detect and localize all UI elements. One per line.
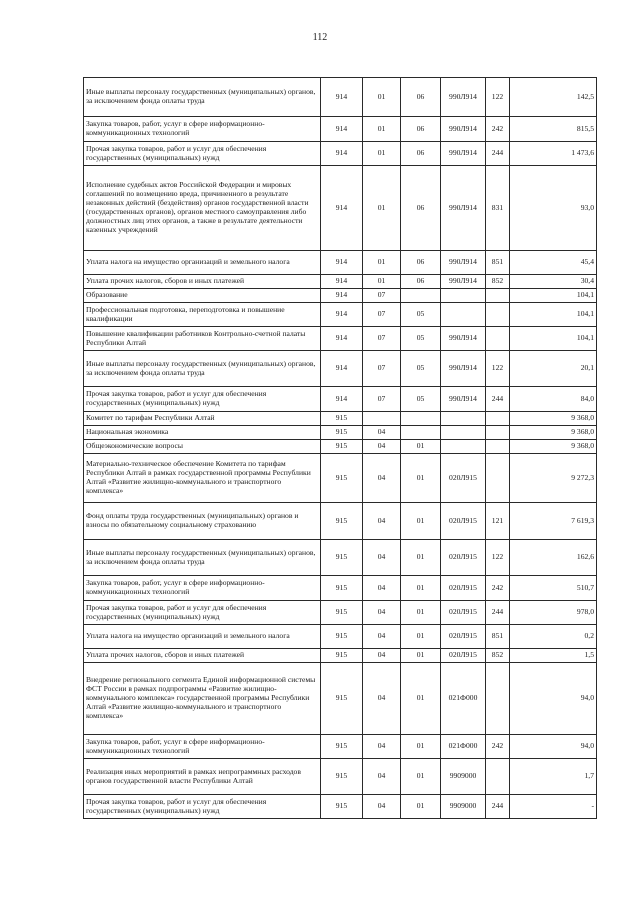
row-pr: 05 — [401, 303, 441, 327]
row-ved: 914 — [321, 289, 363, 303]
table-row — [84, 735, 597, 759]
row-sum: 94,0 — [510, 663, 597, 735]
row-ved: 915 — [321, 576, 363, 601]
row-csr: 990Л914 — [441, 78, 486, 117]
row-vr: 851 — [486, 251, 510, 275]
row-rz: 04 — [363, 759, 401, 795]
row-name: Профессиональная подготовка, переподготовка и повышение квалификации — [84, 303, 321, 327]
row-csr: 020Л915 — [441, 540, 486, 576]
row-vr — [486, 303, 510, 327]
budget-table — [83, 77, 597, 819]
table-row — [84, 351, 597, 387]
row-name: Иные выплаты персоналу государственных (муниципальных) органов, за исключением фонда оплаты труда — [84, 351, 321, 387]
row-ved: 914 — [321, 303, 363, 327]
row-ved: 914 — [321, 327, 363, 351]
row-pr: 01 — [401, 625, 441, 649]
row-pr: 06 — [401, 142, 441, 166]
row-rz: 04 — [363, 735, 401, 759]
row-name: Закупка товаров, работ, услуг в сфере информационно-коммуникационных технологий — [84, 735, 321, 759]
row-vr: 852 — [486, 275, 510, 289]
table-row — [84, 78, 597, 117]
row-name: Прочая закупка товаров, работ и услуг для обеспечения государственных (муниципальных) нужд — [84, 795, 321, 819]
table-row — [84, 275, 597, 289]
row-sum: 0,2 — [510, 625, 597, 649]
row-pr: 06 — [401, 251, 441, 275]
row-vr — [486, 454, 510, 503]
row-name: Закупка товаров, работ, услуг в сфере информационно-коммуникационных технологий — [84, 117, 321, 142]
table-row — [84, 117, 597, 142]
row-vr: 122 — [486, 78, 510, 117]
row-vr: 242 — [486, 117, 510, 142]
row-csr: 020Л915 — [441, 601, 486, 625]
row-pr: 01 — [401, 503, 441, 540]
row-pr: 05 — [401, 351, 441, 387]
row-csr: 020Л915 — [441, 503, 486, 540]
row-name: Уплата налога на имущество организаций и земельного налога — [84, 251, 321, 275]
row-csr: 990Л914 — [441, 327, 486, 351]
row-vr: 244 — [486, 387, 510, 412]
row-rz: 04 — [363, 503, 401, 540]
row-name: Прочая закупка товаров, работ и услуг для обеспечения государственных (муниципальных) нужд — [84, 387, 321, 412]
table-row — [84, 166, 597, 251]
row-name: Иные выплаты персоналу государственных (муниципальных) органов, за исключением фонда оплаты труда — [84, 78, 321, 117]
row-pr: 01 — [401, 649, 441, 663]
row-vr: 244 — [486, 142, 510, 166]
row-csr: 990Л914 — [441, 387, 486, 412]
row-rz: 04 — [363, 601, 401, 625]
row-rz: 07 — [363, 303, 401, 327]
row-csr: 990Л914 — [441, 251, 486, 275]
row-sum: 104,1 — [510, 327, 597, 351]
row-ved: 915 — [321, 540, 363, 576]
row-pr: 01 — [401, 540, 441, 576]
row-ved: 915 — [321, 503, 363, 540]
row-pr: 06 — [401, 275, 441, 289]
row-ved: 915 — [321, 426, 363, 440]
row-pr: 01 — [401, 440, 441, 454]
row-pr: 06 — [401, 78, 441, 117]
row-ved: 914 — [321, 275, 363, 289]
row-ved: 914 — [321, 142, 363, 166]
row-name: Прочая закупка товаров, работ и услуг для обеспечения государственных (муниципальных) нужд — [84, 601, 321, 625]
row-pr: 01 — [401, 663, 441, 735]
table-row — [84, 759, 597, 795]
row-ved: 915 — [321, 759, 363, 795]
row-pr — [401, 426, 441, 440]
row-ved: 915 — [321, 625, 363, 649]
row-vr: 242 — [486, 576, 510, 601]
row-rz: 04 — [363, 454, 401, 503]
row-rz: 01 — [363, 251, 401, 275]
row-name: Уплата прочих налогов, сборов и иных платежей — [84, 649, 321, 663]
row-vr: 244 — [486, 795, 510, 819]
row-rz: 04 — [363, 795, 401, 819]
row-vr — [486, 289, 510, 303]
row-csr: 990Л914 — [441, 351, 486, 387]
row-name: Повышение квалификации работников Контрольно-счетной палаты Республики Алтай — [84, 327, 321, 351]
row-csr — [441, 426, 486, 440]
row-rz: 07 — [363, 327, 401, 351]
row-name: Внедрение регионального сегмента Единой информационной системы ФСТ России в рамках подпрограммы «Развитие жилищно-коммунального комплекса» государственной программы Республики Алтай «Развитие жилищно-коммунального и транспортного комплекса» — [84, 663, 321, 735]
row-name: Национальная экономика — [84, 426, 321, 440]
row-rz: 01 — [363, 78, 401, 117]
row-sum: 9 368,0 — [510, 426, 597, 440]
table-row — [84, 625, 597, 649]
row-csr — [441, 440, 486, 454]
row-rz: 07 — [363, 289, 401, 303]
row-ved: 914 — [321, 117, 363, 142]
row-ved: 915 — [321, 440, 363, 454]
table-row — [84, 327, 597, 351]
row-sum: 7 619,3 — [510, 503, 597, 540]
row-rz: 01 — [363, 142, 401, 166]
table-row — [84, 412, 597, 426]
row-name: Комитет по тарифам Республики Алтай — [84, 412, 321, 426]
row-rz: 04 — [363, 540, 401, 576]
row-rz: 04 — [363, 649, 401, 663]
row-vr: 122 — [486, 540, 510, 576]
row-ved: 915 — [321, 649, 363, 663]
row-rz: 07 — [363, 387, 401, 412]
row-csr — [441, 289, 486, 303]
row-csr: 990Л914 — [441, 275, 486, 289]
row-ved: 914 — [321, 78, 363, 117]
row-csr: 9909000 — [441, 795, 486, 819]
row-pr: 01 — [401, 759, 441, 795]
table-row — [84, 454, 597, 503]
row-csr: 020Л915 — [441, 649, 486, 663]
row-rz: 07 — [363, 351, 401, 387]
row-rz: 04 — [363, 663, 401, 735]
row-ved: 915 — [321, 735, 363, 759]
row-csr: 990Л914 — [441, 166, 486, 251]
row-vr — [486, 440, 510, 454]
row-csr: 020Л915 — [441, 625, 486, 649]
row-rz: 04 — [363, 576, 401, 601]
row-name: Реализация иных мероприятий в рамках непрограммных расходов органов государственной власти Республики Алтай — [84, 759, 321, 795]
row-pr: 01 — [401, 795, 441, 819]
row-rz: 04 — [363, 426, 401, 440]
row-name: Уплата налога на имущество организаций и земельного налога — [84, 625, 321, 649]
row-ved: 914 — [321, 351, 363, 387]
row-sum: 9 368,0 — [510, 440, 597, 454]
row-ved: 914 — [321, 251, 363, 275]
row-ved: 914 — [321, 387, 363, 412]
table-row — [84, 426, 597, 440]
row-sum: 104,1 — [510, 303, 597, 327]
row-csr: 021Ф000 — [441, 663, 486, 735]
row-csr — [441, 412, 486, 426]
row-vr — [486, 327, 510, 351]
page-number: 112 — [312, 32, 328, 43]
row-csr: 020Л915 — [441, 576, 486, 601]
row-sum: 30,4 — [510, 275, 597, 289]
row-sum: 93,0 — [510, 166, 597, 251]
row-csr: 990Л914 — [441, 117, 486, 142]
row-sum: 20,1 — [510, 351, 597, 387]
row-pr: 05 — [401, 387, 441, 412]
table-row — [84, 251, 597, 275]
row-rz: 01 — [363, 166, 401, 251]
row-sum: 142,5 — [510, 78, 597, 117]
row-csr: 9909000 — [441, 759, 486, 795]
row-name: Закупка товаров, работ, услуг в сфере информационно-коммуникационных технологий — [84, 576, 321, 601]
row-csr: 990Л914 — [441, 142, 486, 166]
row-csr: 020Л915 — [441, 454, 486, 503]
row-pr: 01 — [401, 735, 441, 759]
row-rz: 04 — [363, 440, 401, 454]
row-sum: 510,7 — [510, 576, 597, 601]
table-row — [84, 303, 597, 327]
row-vr: 852 — [486, 649, 510, 663]
row-sum: 1,7 — [510, 759, 597, 795]
table-row — [84, 663, 597, 735]
row-sum: 978,0 — [510, 601, 597, 625]
row-sum: 45,4 — [510, 251, 597, 275]
table-row — [84, 649, 597, 663]
row-vr — [486, 412, 510, 426]
table-row — [84, 387, 597, 412]
row-sum: 1 473,6 — [510, 142, 597, 166]
row-sum: 9 272,3 — [510, 454, 597, 503]
row-name: Исполнение судебных актов Российской Федерации и мировых соглашений по возмещению вреда, причиненного в результате незаконных действий (бездействия) органов государственной власти (государственных органов), органов местного самоуправления либо должностных лиц этих органов, а также в результате деятельности казенных учреждений — [84, 166, 321, 251]
row-sum: 815,5 — [510, 117, 597, 142]
row-ved: 915 — [321, 412, 363, 426]
row-vr: 831 — [486, 166, 510, 251]
table-row — [84, 440, 597, 454]
row-vr — [486, 426, 510, 440]
table-row — [84, 576, 597, 601]
row-pr: 05 — [401, 327, 441, 351]
table-row — [84, 540, 597, 576]
row-sum: 162,6 — [510, 540, 597, 576]
row-ved: 915 — [321, 795, 363, 819]
row-rz: 01 — [363, 117, 401, 142]
row-rz — [363, 412, 401, 426]
row-pr: 01 — [401, 576, 441, 601]
row-pr: 01 — [401, 601, 441, 625]
row-vr: 121 — [486, 503, 510, 540]
row-name: Фонд оплаты труда государственных (муниципальных) органов и взносы по обязательному социальному страхованию — [84, 503, 321, 540]
row-vr: 244 — [486, 601, 510, 625]
row-name: Уплата прочих налогов, сборов и иных платежей — [84, 275, 321, 289]
row-sum: 104,1 — [510, 289, 597, 303]
row-pr: 06 — [401, 117, 441, 142]
row-vr — [486, 663, 510, 735]
row-vr: 122 — [486, 351, 510, 387]
row-sum: - — [510, 795, 597, 819]
row-name: Образование — [84, 289, 321, 303]
row-vr: 851 — [486, 625, 510, 649]
row-name: Материально-техническое обеспечение Комитета по тарифам Республики Алтай в рамках государственной программы Республики Алтай «Развитие жилищно-коммунального и транспортного комплекса» — [84, 454, 321, 503]
row-sum: 84,0 — [510, 387, 597, 412]
row-pr — [401, 289, 441, 303]
row-name: Прочая закупка товаров, работ и услуг для обеспечения государственных (муниципальных) нужд — [84, 142, 321, 166]
row-sum: 9 368,0 — [510, 412, 597, 426]
row-sum: 94,0 — [510, 735, 597, 759]
table-row — [84, 795, 597, 819]
row-ved: 915 — [321, 601, 363, 625]
table-row — [84, 142, 597, 166]
row-rz: 01 — [363, 275, 401, 289]
row-pr — [401, 412, 441, 426]
row-csr: 021Ф000 — [441, 735, 486, 759]
row-csr — [441, 303, 486, 327]
row-rz: 04 — [363, 625, 401, 649]
row-ved: 914 — [321, 166, 363, 251]
row-ved: 915 — [321, 454, 363, 503]
row-ved: 915 — [321, 663, 363, 735]
table-row — [84, 503, 597, 540]
row-vr: 242 — [486, 735, 510, 759]
table-row — [84, 601, 597, 625]
row-vr — [486, 759, 510, 795]
row-sum: 1,5 — [510, 649, 597, 663]
row-pr: 06 — [401, 166, 441, 251]
row-name: Общеэкономические вопросы — [84, 440, 321, 454]
row-name: Иные выплаты персоналу государственных (муниципальных) органов, за исключением фонда оплаты труда — [84, 540, 321, 576]
row-pr: 01 — [401, 454, 441, 503]
table-row — [84, 289, 597, 303]
